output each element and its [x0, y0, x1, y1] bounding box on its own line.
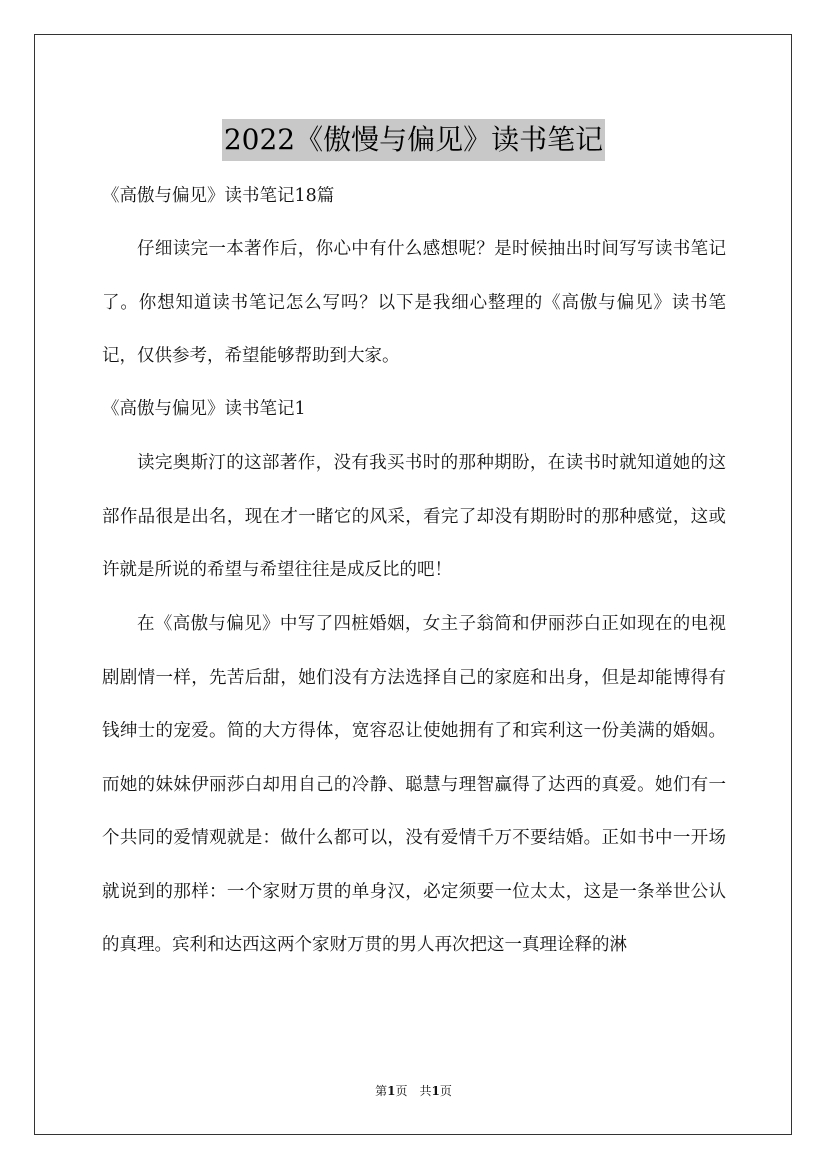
- section-heading: 《高傲与偏见》读书笔记1: [102, 399, 306, 419]
- page-footer: [0, 1082, 827, 1099]
- body-paragraph-2: 在《高傲与偏见》中写了四桩婚姻，女主子翁简和伊丽莎白正如现在的电视剧剧情一样，先苦后甜，她们没有方法选择自己的家庭和出身，但是却能博得有钱绅士的宠爱。简的大方得体，宽容忍让使她拥有了和宾利这一份美满的婚姻。而她的妹妹伊丽莎白却用自己的冷静、聪慧与理智赢得了达西的真爱。她们有一个共同的爱情观就是：做什么都可以，没有爱情千万不要结婚。正如书中一开场就说到的那样：一个家财万贯的单身汉，必定须要一位太太，这是一条举世公认的真理。宾利和达西这两个家财万贯的男人再次把这一真理诠释的淋: [102, 614, 726, 955]
- document-title: 2022《傲慢与偏见》读书笔记: [222, 119, 605, 161]
- footer-label-mid: 页 共: [395, 1084, 432, 1098]
- footer-page-total: 1: [431, 1084, 440, 1098]
- footer-label-post: 页: [439, 1084, 452, 1098]
- title-container: [0, 100, 827, 180]
- footer-page-current: 1: [387, 1084, 396, 1098]
- body-paragraph-1: 读完奥斯汀的这部著作，没有我买书时的那种期盼，在读书时就知道她的这部作品很是出名，现在才一睹它的风采，看完了却没有期盼时的那种感觉，这或许就是所说的希望与希望往往是成反比的吧！: [102, 453, 726, 580]
- footer-label-pre: 第: [375, 1084, 388, 1098]
- intro-paragraph: 仔细读完一本著作后，你心中有什么感想呢？是时候抽出时间写写读书笔记了。你想知道读书笔记怎么写吗？以下是我细心整理的《高傲与偏见》读书笔记，仅供参考，希望能够帮助到大家。: [102, 239, 726, 366]
- document-subtitle: 《高傲与偏见》读书笔记18篇: [102, 186, 335, 206]
